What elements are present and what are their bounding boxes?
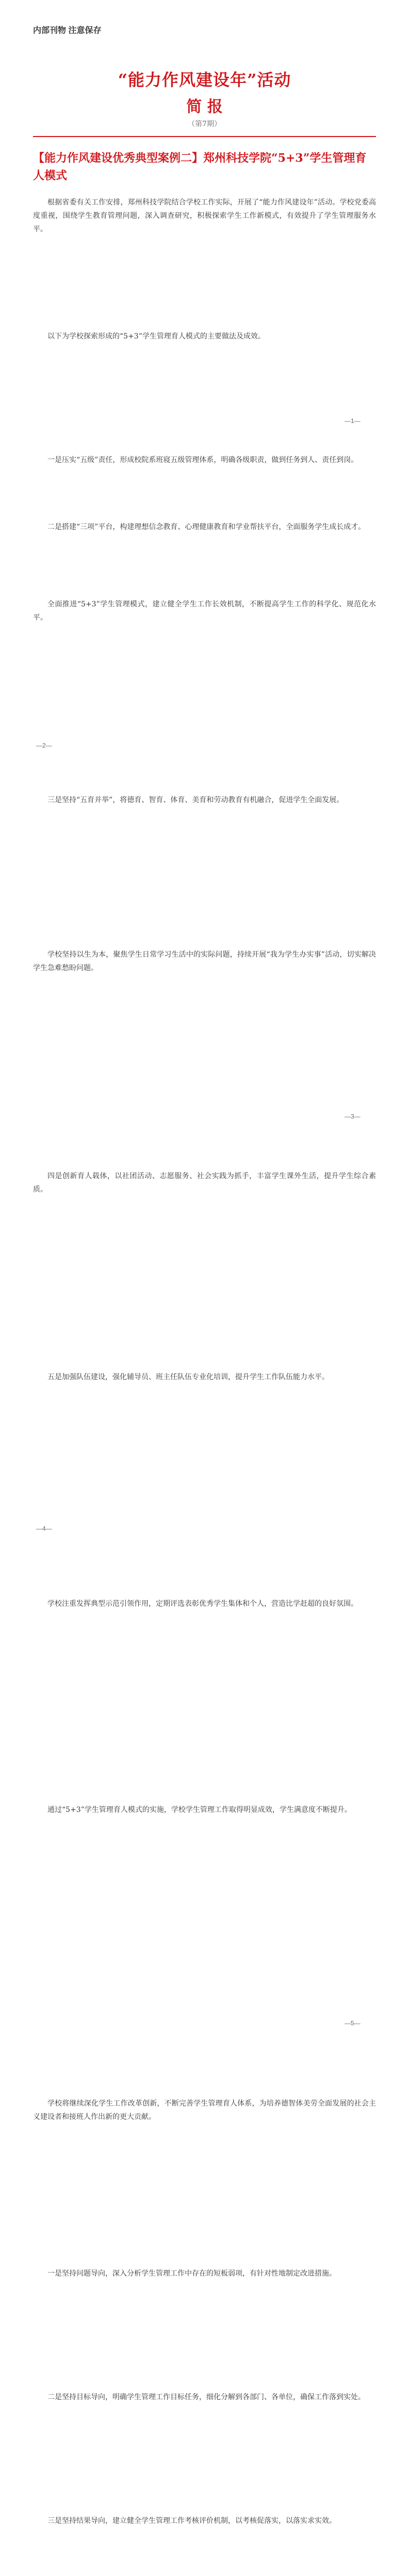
page-number: —3—	[345, 1113, 361, 1120]
paragraph: 全面推进“5+3”学生管理模式，建立健全学生工作长效机制，不断提高学生工作的科学化、规范化水平。	[33, 600, 376, 622]
paragraph: 四是创新育人载体，以社团活动、志愿服务、社会实践为抓手，丰富学生课外生活，提升学生综合素质。	[33, 1172, 376, 1194]
paragraph: 学校注重发挥典型示范引领作用，定期评选表彰优秀学生集体和个人，营造比学赶超的良好氛围。	[47, 1600, 358, 1608]
paragraph: 三是坚持“五育并举”，将德育、智育、体育、美育和劳动教育有机融合，促进学生全面发展。	[47, 796, 344, 804]
paragraph: 学校将继续深化学生工作改革创新，不断完善学生管理育人体系，为培养德智体美劳全面发展的社会主义建设者和接班人作出新的更大贡献。	[33, 2099, 376, 2121]
bulletin-title: “能力作风建设年”活动	[118, 70, 291, 90]
page-number: —5—	[345, 2020, 361, 2027]
red-divider	[33, 136, 376, 137]
paragraph: 二是坚持目标导向，明确学生管理工作目标任务，细化分解到各部门、各单位，确保工作落到实处。	[47, 2393, 365, 2401]
page-number: —2—	[36, 742, 52, 749]
paragraph: 三是坚持结果导向，建立健全学生管理工作考核评价机制，以考核促落实，以落实求实效。	[47, 2517, 336, 2525]
paragraph: 通过“5+3”学生管理育人模式的实施，学校学生管理工作取得明显成效，学生满意度不断提升。	[47, 1806, 352, 1814]
paragraph: 根据省委有关工作安排，郑州科技学院结合学校工作实际，开展了“能力作风建设年”活动。学校党委高度重视，围绕学生教育管理问题，深入调查研究，积极探索学生工作新模式，有效提升了学生管理服务水平。	[33, 198, 376, 233]
paragraph: 二是搭建“三项”平台，构建理想信念教育、心理健康教育和学业帮扶平台，全面服务学生成长成才。	[47, 523, 366, 531]
paragraph: 学校坚持以生为本，聚焦学生日常学习生活中的实际问题，持续开展“我为学生办实事”活动，切实解决学生急难愁盼问题。	[33, 951, 376, 972]
paragraph: 一是压实“五级”责任，形成校院系班寝五级管理体系，明确各级职责，做到任务到人、责任到岗。	[47, 456, 358, 464]
issue-number: （第7期）	[188, 120, 221, 128]
paragraph: 以下为学校探索形成的“5+3”学生管理育人模式的主要做法及成效。	[47, 332, 265, 341]
header-note: 内部刊物 注意保存	[33, 26, 102, 35]
bulletin-subtitle: 简 报	[186, 98, 223, 116]
page-number: —4—	[36, 1525, 52, 1532]
page-number: —1—	[345, 417, 361, 425]
paragraph: 五是加强队伍建设，强化辅导员、班主任队伍专业化培训，提升学生工作队伍能力水平。	[47, 1373, 329, 1381]
paragraph: 一是坚持问题导向，深入分析学生管理工作中存在的短板弱项，有针对性地制定改进措施。	[47, 2269, 336, 2278]
section-title: 【能力作风建设优秀典型案例二】郑州科技学院“5+3”学生管理育人模式	[33, 151, 367, 182]
